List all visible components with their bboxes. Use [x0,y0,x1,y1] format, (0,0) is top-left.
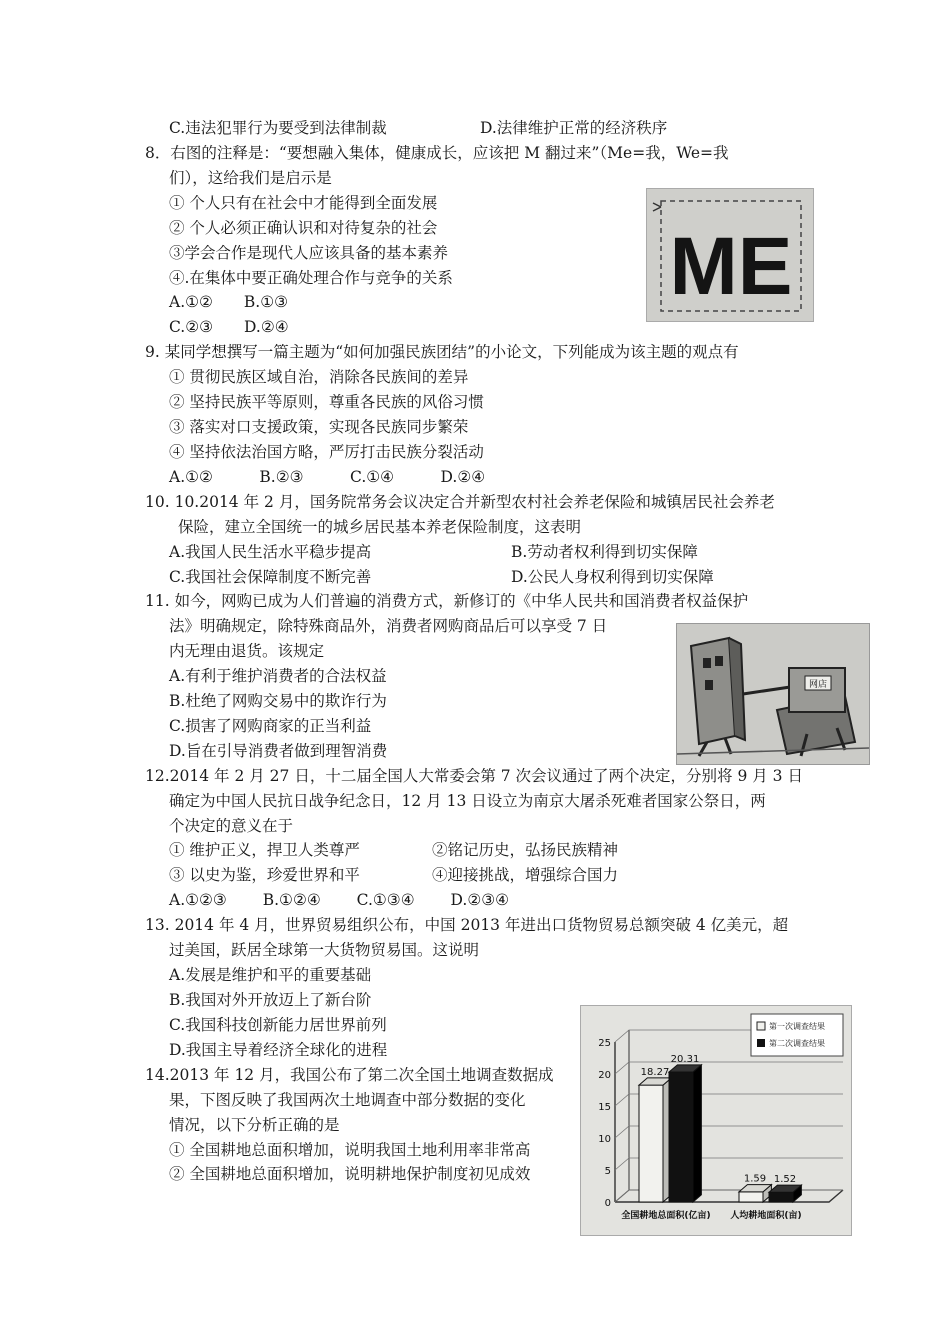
text-line: A.我国人民生活水平稳步提高 [169,543,372,561]
text-line: D.法律维护正常的经济秩序 [480,119,668,137]
me-figure [646,188,814,322]
y-tick-label: 10 [598,1134,611,1145]
text-line: 8．右图的注释是：“要想融入集体，健康成长，应该把 M 翻过来”（Me=我，We=我 [145,144,729,162]
text-line: A.发展是维护和平的重要基础 [169,966,372,984]
text-line: C.违法犯罪行为要受到法律制裁 [169,119,387,137]
text-line: ③学会合作是现代人应该具备的基本素养 [169,244,449,262]
text-line: ② 全国耕地总面积增加，说明耕地保护制度初见成效 [169,1165,531,1183]
legend-label-first: 第一次调查结果 [769,1022,825,1031]
me-illustration [647,189,813,321]
category-label: 人均耕地面积(亩) [730,1211,802,1221]
text-line: ④ 坚持依法治国方略，严厉打击民族分裂活动 [169,443,484,461]
legend-box [751,1014,843,1056]
data-label: 1.59 [743,1173,767,1185]
text-line: C.②③ D.②④ [169,318,289,336]
text-line: ④迎接挑战，增强综合国力 [432,866,619,884]
bar [739,1192,763,1202]
text-line: ④.在集体中要正确处理合作与竞争的关系 [169,269,453,287]
text-line: ① 贯彻民族区域自治，消除各民族间的差异 [169,368,469,386]
bar-chart [581,1006,851,1235]
text-line: 确定为中国人民抗日战争纪念日，12 月 13 日设立为南京大屠杀死难者国家公祭日，两 [169,792,766,810]
text-line: D.公民人身权利得到切实保障 [511,568,714,586]
land-survey-chart [580,1005,852,1236]
text-line: 果，下图反映了我国两次土地调查中部分数据的变化 [169,1091,526,1109]
y-tick-label: 5 [604,1166,611,1177]
text-line: B.杜绝了网购交易中的欺诈行为 [169,692,387,710]
text-line: ③ 以史为鉴，珍爱世界和平 [169,866,360,884]
y-tick-label: 25 [598,1038,611,1049]
text-line: B.我国对外开放迈上了新台阶 [169,991,372,1009]
y-tick-label: 20 [598,1070,611,1081]
text-line: ① 个人只有在社会中才能得到全面发展 [169,194,438,212]
text-line: C.我国科技创新能力居世界前列 [169,1016,387,1034]
y-tick-label: 0 [604,1198,611,1209]
chart-legend [751,1014,843,1056]
bar-side [693,1065,701,1202]
legend-label-second: 第二次调查结果 [769,1039,825,1048]
text-line: B.劳动者权利得到切实保障 [511,543,698,561]
text-line: D.旨在引导消费者做到理智消费 [169,742,388,760]
text-line: ① 维护正义，捍卫人类尊严 [169,841,360,859]
text-line: ① 全国耕地总面积增加，说明我国土地利用率非常高 [169,1141,531,1159]
bar [769,1192,793,1202]
legend-swatch-first [757,1022,765,1030]
shop-sign: 网店 [808,680,828,690]
text-line: 们），这给我们是启示是 [169,169,332,187]
bar [669,1072,693,1202]
text-line: 保险，建立全国统一的城乡居民基本养老保险制度，这表明 [178,518,582,536]
cartoon-drawing [677,624,869,764]
text-line: 11. 如今，网购已成为人们普遍的消费方式，新修订的《中华人民共和国消费者权益保护 [145,592,749,610]
text-line: A.①② B.①③ [169,293,289,311]
text-line: 12.2014 年 2 月 27 日，十二届全国人大常委会第 7 次会议通过了两个决定，分别将 9 月 3 日 [145,767,803,785]
text-line: C.损害了网购商家的正当利益 [169,717,372,735]
chart-axes [598,1030,843,1209]
text-line: ② 个人必须正确认识和对待复杂的社会 [169,219,438,237]
text-line: D.我国主导着经济全球化的进程 [169,1041,388,1059]
text-line: A.有利于维护消费者的合法权益 [169,667,387,685]
text-line: 9. 某同学想撰写一篇主题为“如何加强民族团结”的小论文，下列能成为该主题的观点有 [145,343,739,361]
text-line: 过美国，跃居全球第一大货物贸易国。这说明 [169,941,480,959]
data-label: 1.52 [773,1174,797,1186]
text-line: 情况，以下分析正确的是 [169,1116,340,1134]
text-line: ②铭记历史，弘扬民族精神 [432,841,619,859]
text-line: 10. 10.2014 年 2 月，国务院常务会议决定合并新型农村社会养老保险和城镇居民社会养老 [145,493,775,511]
text-line: ③ 落实对口支援政策，实现各民族同步繁荣 [169,418,469,436]
data-label: 20.31 [670,1053,700,1065]
text-line: A.①② B.②③ C.①④ D.②④ [169,468,486,486]
text-line: 个决定的意义在于 [169,817,294,835]
data-label: 18.27 [640,1066,670,1078]
text-line: C.我国社会保障制度不断完善 [169,568,372,586]
y-tick-label: 15 [598,1102,611,1113]
text-line: 14.2013 年 12 月，我国公布了第二次全国土地调查数据成 [145,1066,554,1084]
scissors-icon [653,203,661,211]
text-line: A.①②③ B.①②④ C.①③④ D.②③④ [169,891,510,909]
chart-bars [639,1054,801,1202]
online-shopping-cartoon [676,623,870,765]
category-label: 全国耕地总面积(亿亩) [621,1211,711,1221]
text-line: ② 坚持民族平等原则，尊重各民族的风俗习惯 [169,393,484,411]
bar [639,1085,663,1202]
text-line: 法》明确规定，除特殊商品外，消费者网购商品后可以享受 7 日 [169,617,608,635]
me-letters: ME [669,221,793,312]
legend-swatch-second [757,1039,765,1047]
text-line: 13. 2014 年 4 月，世界贸易组织公布，中国 2013 年进出口货物贸易总额突破 4 亿美元，超 [145,916,789,934]
text-line: 内无理由退货。该规定 [169,642,325,660]
